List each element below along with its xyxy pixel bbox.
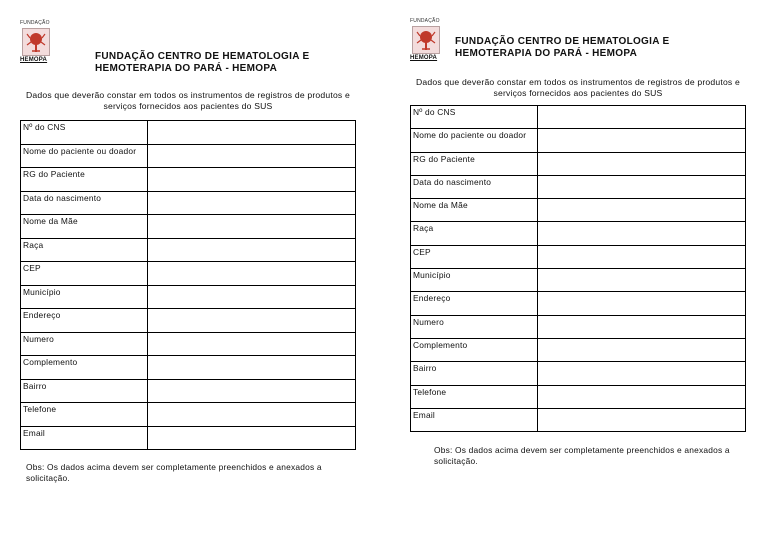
field-value-cell[interactable]	[148, 426, 356, 450]
logo-bottom-text: HEMOPA	[20, 57, 48, 63]
field-label: Nº do CNS	[411, 106, 538, 129]
field-value-cell[interactable]	[148, 191, 356, 215]
field-value-cell[interactable]	[538, 269, 746, 292]
table-row	[21, 426, 356, 450]
table-row	[21, 285, 356, 309]
table-row	[411, 152, 746, 175]
field-value-cell[interactable]	[538, 362, 746, 385]
table-row	[21, 262, 356, 286]
table-row	[21, 332, 356, 356]
obs-note: Obs: Os dados acima devem ser completamente preenchidos e anexados a solicitação.	[26, 462, 322, 483]
logo-top-text: FUNDAÇÃO	[20, 20, 50, 26]
field-value-cell[interactable]	[148, 309, 356, 333]
field-value-cell[interactable]	[148, 285, 356, 309]
table-row	[411, 222, 746, 245]
table-row	[21, 215, 356, 239]
field-label: Município	[411, 269, 538, 292]
table-row	[411, 129, 746, 152]
field-value-cell[interactable]	[148, 168, 356, 192]
field-label: CEP	[21, 262, 148, 286]
field-value-cell[interactable]	[148, 332, 356, 356]
field-value-cell[interactable]	[538, 338, 746, 361]
field-value-cell[interactable]	[148, 215, 356, 239]
table-row	[21, 356, 356, 380]
fields-table	[20, 120, 356, 450]
table-row	[411, 292, 746, 315]
org-title: FUNDAÇÃO CENTRO DE HEMATOLOGIA E HEMOTERAPIA DO PARÁ - HEMOPA	[95, 51, 310, 74]
field-label: Bairro	[411, 362, 538, 385]
table-row	[411, 199, 746, 222]
table-row	[21, 379, 356, 403]
field-value-cell[interactable]	[148, 403, 356, 427]
org-title: FUNDAÇÃO CENTRO DE HEMATOLOGIA E HEMOTERAPIA DO PARÁ - HEMOPA	[455, 36, 670, 59]
fields-table	[410, 105, 746, 432]
field-value-cell[interactable]	[538, 222, 746, 245]
field-value-cell[interactable]	[538, 315, 746, 338]
field-label: Data do nascimento	[21, 191, 148, 215]
table-row	[21, 144, 356, 168]
field-label: Numero	[411, 315, 538, 338]
table-row	[411, 338, 746, 361]
field-label: Telefone	[21, 403, 148, 427]
field-label: Bairro	[21, 379, 148, 403]
field-value-cell[interactable]	[148, 238, 356, 262]
intro-text: Dados que deverão constar em todos os instrumentos de registros de produtos e serviços fornecidos aos pacientes do SUS	[416, 77, 740, 98]
field-value-cell[interactable]	[538, 245, 746, 268]
table-row	[21, 168, 356, 192]
field-label: Nome do paciente ou doador	[411, 129, 538, 152]
field-label: Nome da Mãe	[21, 215, 148, 239]
table-row	[411, 106, 746, 129]
field-label: Nome do paciente ou doador	[21, 144, 148, 168]
field-label: Município	[21, 285, 148, 309]
form-header	[410, 18, 746, 74]
field-label: Raça	[21, 238, 148, 262]
table-row	[411, 362, 746, 385]
form-header	[20, 20, 356, 76]
field-label: Numero	[21, 332, 148, 356]
fields-body	[411, 106, 746, 432]
field-label: Complemento	[411, 338, 538, 361]
table-row	[21, 403, 356, 427]
field-label: Email	[21, 426, 148, 450]
field-value-cell[interactable]	[538, 129, 746, 152]
form-right	[410, 18, 746, 467]
field-label: Endereço	[411, 292, 538, 315]
table-row	[411, 315, 746, 338]
field-label: Data do nascimento	[411, 175, 538, 198]
table-row	[411, 245, 746, 268]
field-label: CEP	[411, 245, 538, 268]
field-label: Raça	[411, 222, 538, 245]
hemopa-logo-icon	[412, 26, 440, 54]
field-label: Nº do CNS	[21, 121, 148, 145]
field-value-cell[interactable]	[538, 152, 746, 175]
field-value-cell[interactable]	[538, 106, 746, 129]
table-row	[411, 385, 746, 408]
field-value-cell[interactable]	[538, 385, 746, 408]
field-value-cell[interactable]	[538, 199, 746, 222]
field-value-cell[interactable]	[148, 144, 356, 168]
field-value-cell[interactable]	[148, 121, 356, 145]
fields-body	[21, 121, 356, 450]
table-row	[411, 408, 746, 431]
table-row	[411, 175, 746, 198]
table-row	[21, 309, 356, 333]
field-label: RG do Paciente	[21, 168, 148, 192]
field-value-cell[interactable]	[148, 356, 356, 380]
field-value-cell[interactable]	[538, 175, 746, 198]
table-row	[21, 238, 356, 262]
field-value-cell[interactable]	[148, 379, 356, 403]
hemopa-logo-icon	[22, 28, 50, 56]
field-label: Complemento	[21, 356, 148, 380]
field-value-cell[interactable]	[538, 408, 746, 431]
field-label: Nome da Mãe	[411, 199, 538, 222]
logo-bottom-text: HEMOPA	[410, 55, 438, 61]
field-label: Endereço	[21, 309, 148, 333]
field-label: RG do Paciente	[411, 152, 538, 175]
field-label: Telefone	[411, 385, 538, 408]
form-left	[20, 20, 356, 484]
field-label: Email	[411, 408, 538, 431]
table-row	[21, 121, 356, 145]
table-row	[21, 191, 356, 215]
field-value-cell[interactable]	[538, 292, 746, 315]
field-value-cell[interactable]	[148, 262, 356, 286]
table-row	[411, 269, 746, 292]
logo-top-text: FUNDAÇÃO	[410, 18, 440, 24]
obs-note: Obs: Os dados acima devem ser completamente preenchidos e anexados a solicitação.	[434, 445, 730, 467]
intro-text: Dados que deverão constar em todos os instrumentos de registros de produtos e serviços fornecidos aos pacientes do SUS	[26, 90, 350, 111]
